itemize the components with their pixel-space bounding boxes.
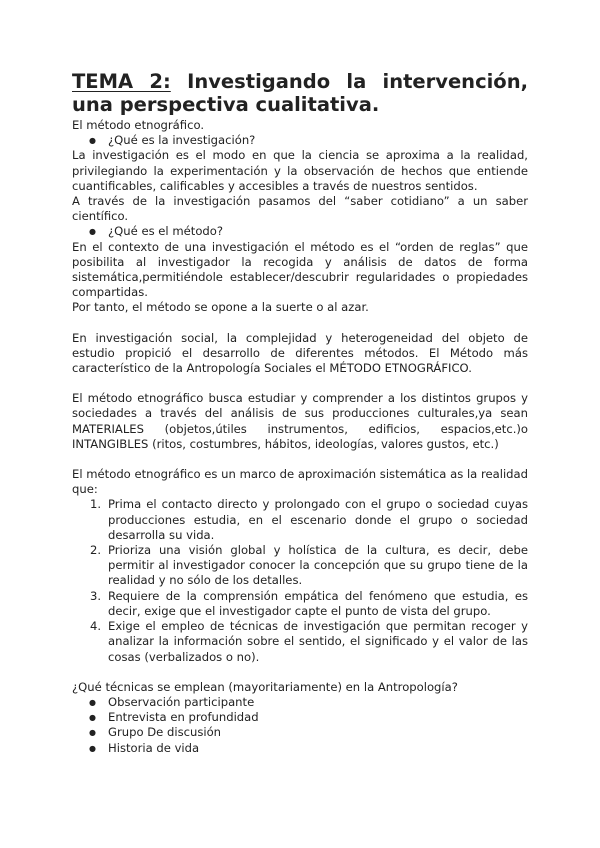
list-number: 4.	[90, 619, 102, 634]
document-page	[72, 70, 528, 756]
section-subtitle: El método etnográfico.	[72, 118, 205, 132]
technique-item: ● Entrevista en profundidad	[72, 710, 528, 725]
title-text: Investigando la intervención, una perspectiva cualitativa.	[72, 70, 528, 116]
paragraph: El método etnográfico busca estudiar y comprender a los distintos grupos y sociedades a través del análisis de sus producciones culturales,ya sean MATERIALES (objetos,útiles instrumentos, edificios, espacios,etc.)o INTANGIBLES (ritos, costumbres, hábitos, ideologías, valores gustos, etc.)	[72, 391, 528, 451]
paragraph: En el contexto de una investigación el método es el “orden de reglas” que posibilita al investigador la recogida y análisis de datos de forma sistemática,permitiéndole establecer/descubrir regularidades o propiedades compartidas.	[72, 239, 528, 300]
list-number: 3.	[90, 588, 102, 603]
list-item	[72, 589, 528, 619]
list-text: Requiere de la comprensión empática del fenómeno que estudia, es decir, exige que el investigador capte el punto de vista del grupo.	[108, 588, 528, 618]
title-tema: TEMA 2:	[72, 70, 171, 93]
characteristics-list	[72, 497, 528, 664]
question-list-2	[72, 224, 528, 239]
question-item: ● ¿Qué es el método?	[72, 224, 528, 239]
list-item	[72, 497, 528, 543]
list-number: 1.	[90, 497, 102, 512]
question-item: ● ¿Qué es la investigación?	[72, 133, 528, 148]
techniques-list	[72, 695, 528, 756]
list-number: 2.	[90, 543, 102, 558]
paragraph: Por tanto, el método se opone a la suerte o al azar.	[72, 300, 369, 315]
question-list-1	[72, 133, 528, 148]
paragraph: La investigación es el modo en que la ciencia se aproxima a la realidad, privilegiando la experimentación y la observación de hechos que entiende cuantificables, calificables y accesibles a través de nuestros sentidos.	[72, 148, 528, 193]
list-item	[72, 619, 528, 665]
page-title	[72, 70, 528, 116]
technique-item: ● Observación participante	[72, 695, 528, 710]
paragraph: En investigación social, la complejidad y heterogeneidad del objeto de estudio propició el desarrollo de diferentes métodos. El Método más característico de la Antropología Sociales el MÉTODO ETNOGRÁFICO.	[72, 330, 528, 376]
list-text: Prima el contacto directo y prolongado con el grupo o sociedad cuyas producciones estudia, en el escenario donde el grupo o sociedad desarrolla su vida.	[108, 497, 528, 542]
list-item	[72, 543, 528, 589]
paragraph: A través de la investigación pasamos del “saber cotidiano” a un saber científico.	[72, 194, 528, 224]
technique-item: ● Grupo De discusión	[72, 725, 528, 740]
list-text: Exige el empleo de técnicas de investigación que permitan recoger y analizar la información sobre el sentido, el significado y el valor de las cosas (verbalizados o no).	[108, 619, 528, 664]
list-text: Prioriza una visión global y holística de la cultura, es decir, debe permitir al investigador conocer la concepción que su grupo tiene de la realidad y no sólo de los detalles.	[108, 543, 528, 588]
paragraph: El método etnográfico es un marco de aproximación sistemática as la realidad que:	[72, 467, 528, 497]
paragraph: ¿Qué técnicas se emplean (mayoritariamente) en la Antropología?	[72, 679, 458, 694]
technique-item: ● Historia de vida	[72, 741, 528, 756]
